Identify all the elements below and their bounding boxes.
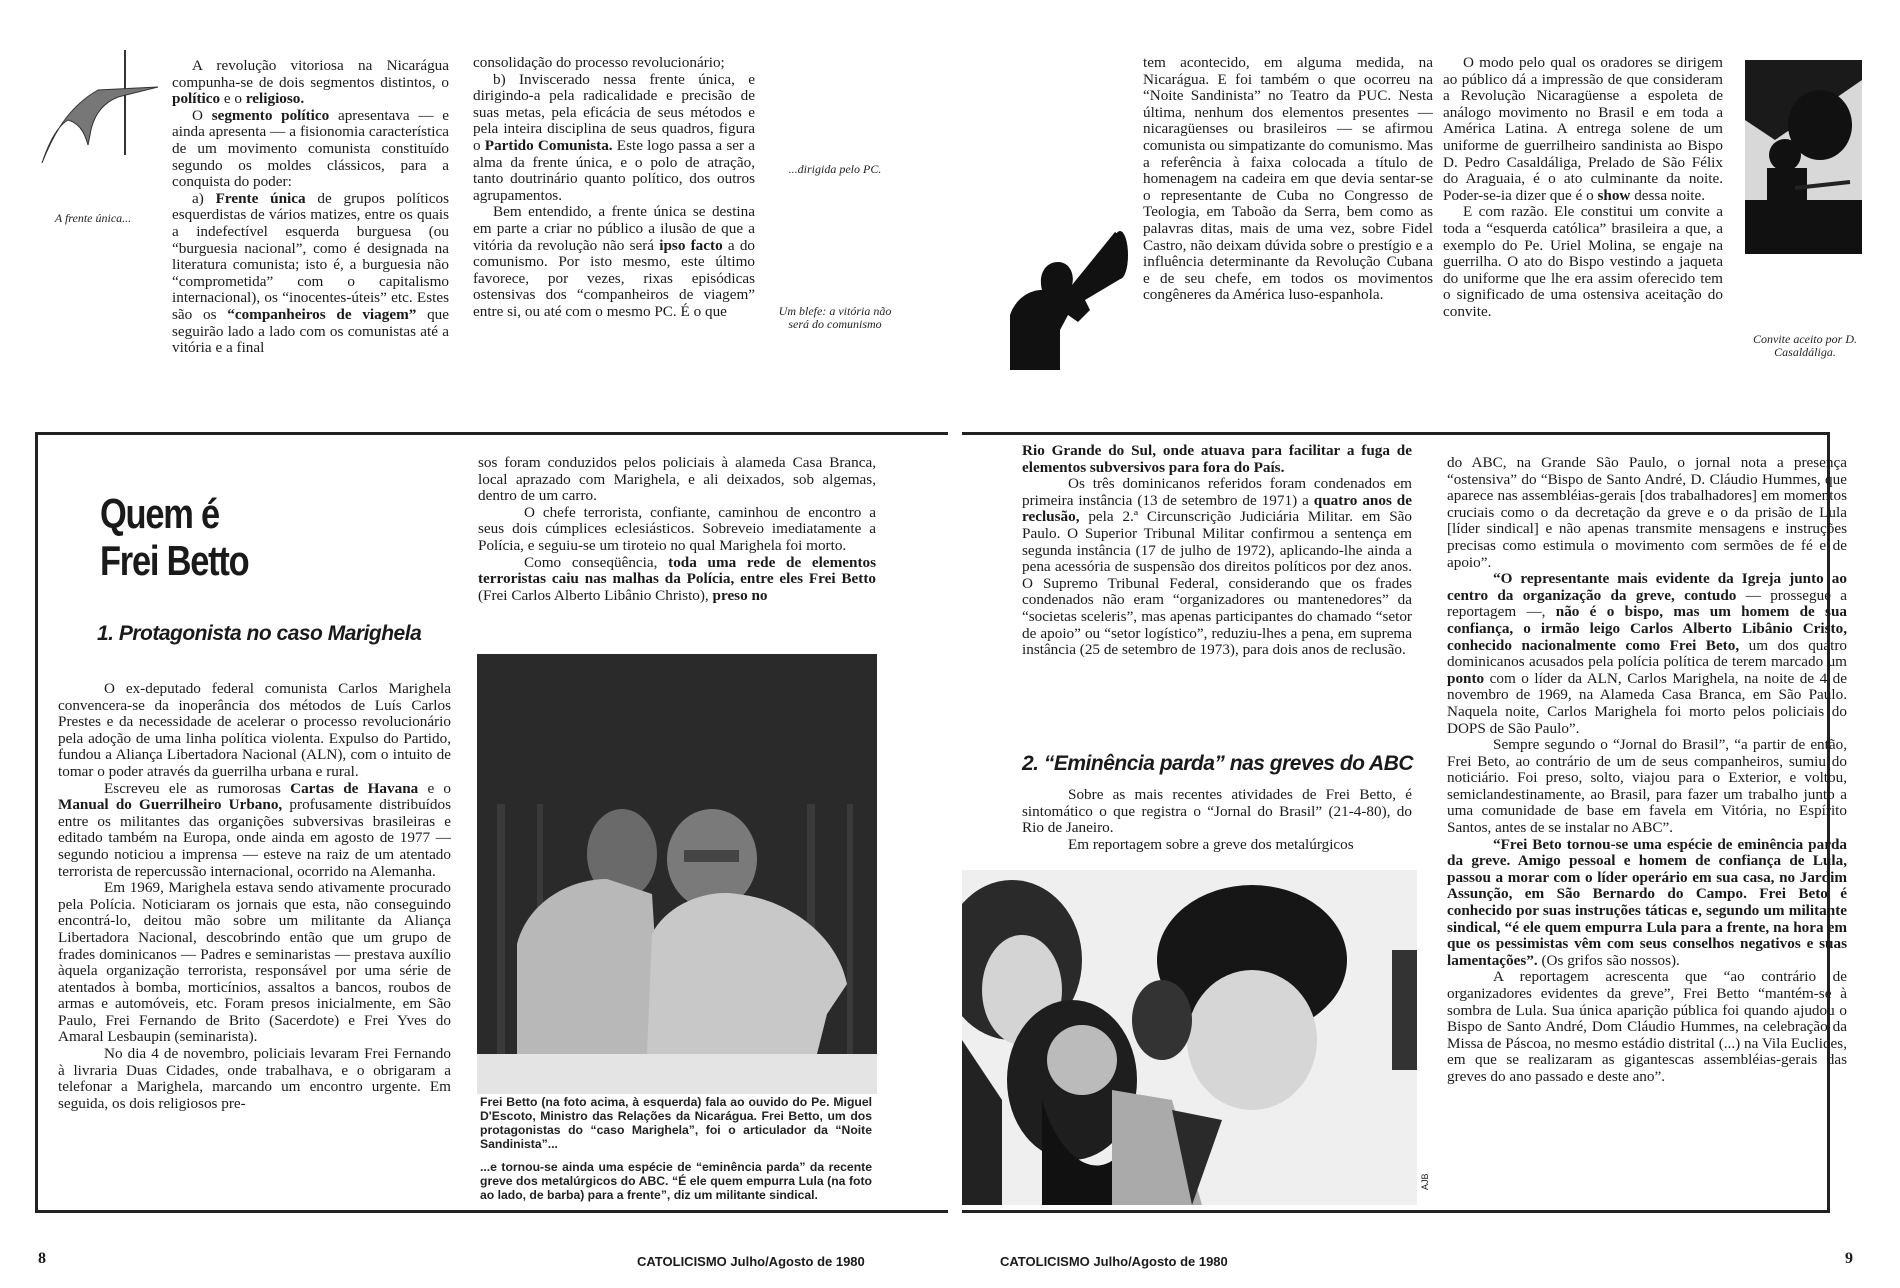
paragraph bbox=[1447, 969, 1847, 1085]
article-column-2 bbox=[473, 55, 755, 321]
text-run: Como conseqüência, bbox=[524, 553, 669, 571]
sidebar-caption: Convite aceito por D. Casaldáliga. bbox=[1753, 332, 1857, 359]
text-run: profusamente distribuídos entre os militantes das organições subversivas brasileiras e editado também na Europa, onde ainda em agosto de 1977 — segundo noticiou a imprensa — esteve na raiz de um atentado terrorista de repercussão internacional, ocorrido na Alemanha. bbox=[58, 796, 451, 880]
running-footer-right: CATOLICISMO Julho/Agosto de 1980 bbox=[1000, 1254, 1228, 1269]
photo-bishop-silhouette bbox=[1745, 60, 1862, 254]
text-run: Em 1969, Marighela estava sendo ativamente procurado pela Polícia. Noticiaram os jornais que esta, não conseguindo encontrá-lo, deitou mão sobre um militante da Aliança Libertadora Nacional, descobrindo então que um grupo de frades dominicanos — Padres e seminaristas — prestava auxílio àquela organização terrorista, responsável por uma série de atentados à bomba, morticínios, assaltos a bancos, roubos de armas e automóveis, etc. Foram presos inicialmente, em São Paulo, Frei Fernando de Brito (Sacerdote) e Frei Yves do Amaral Lesbaupin (seminarista). bbox=[58, 879, 451, 1046]
paragraph bbox=[172, 108, 449, 191]
bold-text: não é o bispo, mas um homem de sua confiança, o irmão leigo Carlos Alberto Libânio Cristo, conhecido nacionalmente como Frei Beto, bbox=[1447, 603, 1848, 654]
text-run: consolidação do processo revolucionário; bbox=[473, 54, 725, 71]
text-run: pela 2.ª Circunscrição Judiciária Militar. em São Paulo. O Superior Tribunal Militar confirmou a sentença em segunda instância (17 de julho de 1972), aplicando-lhe ainda a pena acessória de suspensão dos direitos políticos por dez anos. O Supremo Tribunal Federal, considerando que os frades condenados não eram “organizadores ou mantenedores” da “societas sceleris”, mas apenas participantes do chamado “setor de apoio” ou “setor logístico”, reduziu-lhes a pena, em suprema instância (25 de setembro de 1973), para dois anos de reclusão. bbox=[1022, 508, 1412, 659]
page-number-left: 8 bbox=[38, 1250, 46, 1267]
paragraph bbox=[172, 191, 449, 357]
text-run: — prossegue a reportagem —, bbox=[1447, 586, 1847, 621]
paragraph bbox=[58, 880, 451, 1046]
text-run: O bbox=[192, 106, 212, 124]
bold-text: Manual do Guerrilheiro Urbano, bbox=[58, 796, 283, 814]
text-run: No dia 4 de novembro, policiais levaram Frei Fernando à livraria Duas Cidades, onde trabalhava, e o obrigaram a telefonar a Marighela, marcando um encontro urgente. Em seguida, os dois religiosos pre- bbox=[58, 1045, 451, 1112]
text-run: um dos quatro dominicanos acusados pela polícia política de terem marcado um bbox=[1447, 636, 1847, 671]
running-footer-left: CATOLICISMO Julho/Agosto de 1980 bbox=[637, 1254, 865, 1269]
text-run: apresentava — e ainda apresenta — a fisionomia característica de um movimento comunista constituído segundo os moldes clássicos, para a conquista do poder: bbox=[172, 106, 449, 191]
text-run: dessa noite. bbox=[1630, 186, 1706, 204]
photo-credit: AJB bbox=[1420, 1173, 1430, 1190]
article-column-3 bbox=[1143, 55, 1433, 304]
page-number-right: 9 bbox=[1845, 1250, 1853, 1267]
bold-text: “O representante mais evidente da Igreja junto ao centro da organização da greve, contudo bbox=[1447, 570, 1847, 604]
paragraph bbox=[473, 72, 755, 205]
megaphone-silhouette-illustration bbox=[990, 230, 1135, 370]
paragraph bbox=[473, 204, 755, 320]
title-line: Frei Betto bbox=[100, 537, 249, 584]
paragraph bbox=[58, 681, 451, 781]
paragraph bbox=[473, 55, 755, 72]
text-run: Bem entendido, a frente única se destina em parte a criar no público a ilusão de que a vitória da revolução não será bbox=[473, 203, 755, 254]
text-run: a do comunismo. Por isto mesmo, este último favorece, por vezes, rixas episódicas ostensivas dos “companheiros de viagem” entre si, ou até com o mesmo PC. É o que bbox=[473, 236, 756, 320]
text-run: Sempre segundo o “Jornal do Brasil”, “a partir de então, Frei Beto, ao contrário de um de seus companheiros, sumiu do noticiário. Foi preso, solto, viajou para o Exterior, e voltou, semiclandestinamente, ao Brasil, para fazer um trabalho junto a uma comunidade de base em favela em Vitória, no Espírito Santos, antes de se instalar no ABC”. bbox=[1447, 736, 1847, 837]
bold-text: ipso facto bbox=[659, 236, 723, 254]
bold-text: “Frei Beto tornou-se uma espécie de eminência parda da greve. Amigo pessoal e homem de confiança de Lula, passou a morar com o líder operário em sua casa, no Jardim Assunção, em São Bernardo do Campo. Frei Beto é conhecido por suas instruções táticas e, segundo um militante sindical, “é ele quem empurra Lula para a frente, na hora em que os pessimistas vêm com seus conselhos negativos e suas lamentações”. bbox=[1447, 835, 1847, 969]
box-column-c bbox=[1022, 443, 1412, 659]
bold-text: “companheiros de viagem” bbox=[227, 305, 417, 323]
divider bbox=[35, 432, 945, 435]
text-run: Escreveu ele as rumorosas bbox=[104, 779, 291, 797]
text-run: A reportagem acrescenta que “ao contrário de organizadores evidentes da greve”, Frei Betto “mantém-se à sombra de Lula. Sua única aparição pública foi quando ajudou o Bispo de Santo André, Dom Cláudio Hummes, na celebração da Missa de Páscoa, no mesmo estádio distrital (...) na Vila Euclides, em que se realizaram as gigantescas assembléias-gerais das greves do ano passado e deste ano”. bbox=[1447, 968, 1847, 1085]
section-heading: 2. “Eminência parda” nas greves do ABC bbox=[1022, 752, 1414, 775]
bold-text: político bbox=[172, 90, 221, 108]
text-run: O modo pelo qual os oradores se dirigem ao público dá a impressão de que consideram a Revolução Nicaragüense a espoleta de análogo movimento no Brasil e em toda a América Latina. A entrega solene de um uniforme de guerrilheiro sandinista ao Bispo D. Pedro Casaldáliga, Prelado de São Félix do Araguaia, é o ato culminante da noite. Poder-se-ia dizer que é o bbox=[1443, 54, 1723, 204]
text-run: O chefe terrorista, confiante, caminhou de encontro a seus dois cúmplices eclesiásticos. Sobreveio imediatamente a Polícia, e seguiu-se um tiroteio no qual Marighela foi morto. bbox=[478, 503, 876, 554]
box-column-b bbox=[478, 455, 876, 604]
text-run: do ABC, na Grande São Paulo, o jornal nota a presença “ostensiva” do “Bispo de Santo André, D. Cláudio Hummes, que aparece nas assembléias-gerais [dos trabalhadores] em momentos cruciais como o da decretação da greve e o da prisão de Lula [líder sindical] e não apenas transmite mensagens e instruções precisas como estimula o movimento com sermões de fé e de apoio”. bbox=[1447, 454, 1847, 571]
paragraph bbox=[1443, 204, 1723, 320]
paragraph bbox=[1447, 737, 1847, 837]
box-column-c2 bbox=[1022, 787, 1412, 853]
title-line: Quem é bbox=[100, 490, 219, 537]
article-column-4 bbox=[1443, 55, 1723, 321]
box-column-d bbox=[1447, 455, 1847, 1086]
paragraph bbox=[478, 505, 876, 555]
paragraph bbox=[1022, 787, 1412, 837]
text-run: e o bbox=[220, 90, 246, 108]
text-run: tem acontecido, em alguma medida, na Nicarágua. E foi também o que ocorreu na “Noite Sandinista” no Teatro da PUC. Nesta última, nenhum dos elementos presentes — nicaragüenses ou brasileiros — se afirmou comunista ou simpatizante do comunismo. Mas a referência à faixa colocada a título de homenagem na cadeira em que devia sentar-se o representante de Cuba no Congresso de Teologia, em Taboão da Serra, bem como as palavras ditas, mais de uma vez, sobre Fidel Castro, não deixam dúvida sobre o prestígio e a influência determinante da Revolução Cubana e de seu chefe, em todos os movimentos congêneres da América luso-espanhola. bbox=[1143, 54, 1433, 304]
photo-lula-strike bbox=[962, 870, 1417, 1205]
text-run: Em reportagem sobre a greve dos metalúrgicos bbox=[1068, 835, 1354, 853]
bold-text: Frente única bbox=[215, 189, 306, 207]
paragraph bbox=[1022, 476, 1412, 659]
paragraph bbox=[58, 1046, 451, 1112]
paragraph bbox=[1022, 443, 1412, 476]
paragraph bbox=[1443, 55, 1723, 204]
text-run: com o líder da ALN, Carlos Marighela, na noite de 4 de novembro de 1969, na Alameda Casa Branca, em São Paulo. Naquela noite, Carlos Marighela foi morto pelos policiais do DOPS de São Paulo”. bbox=[1447, 669, 1847, 737]
bold-text: ponto bbox=[1447, 669, 1485, 687]
sidebar-caption: ...dirigida pelo PC. bbox=[788, 162, 882, 176]
text-run: que seguirão lado a lado com os comunistas até a vitória e a final bbox=[172, 305, 449, 357]
paragraph bbox=[478, 455, 876, 505]
cross-banner-illustration bbox=[28, 45, 163, 170]
article-column-1 bbox=[172, 58, 449, 357]
paragraph bbox=[1022, 837, 1412, 854]
sidebar-caption: Um blefe: a vitória não será do comunismo bbox=[778, 304, 892, 331]
sidebar-caption: A frente única... bbox=[54, 211, 132, 225]
text-run: O ex-deputado federal comunista Carlos Marighela convencera-se da inoperância dos métodos de Luís Carlos Prestes e da necessidade de acelerar o processo revolucionário pela adoção de uma linha política violenta. Expulso do Partido, fundou a Aliança Libertadora Nacional (ALN), com o intuito de tomar o poder através da guerrilha urbana e rural. bbox=[58, 680, 451, 780]
paragraph bbox=[1447, 571, 1847, 737]
photo-caption: ...e tornou-se ainda uma espécie de “eminência parda” da recente greve dos metalúrgicos do ABC. “É ele quem empurra Lula (na foto ao lado, de barba) para a frente”, diz um militante sindical. bbox=[480, 1160, 872, 1202]
text-run: b) Inviscerado nessa frente única, e dirigindo-a pela radicalidade e precisão de suas metas, pela eficácia de seus métodos e pela inteira disciplina de seus quadros, figura o bbox=[473, 70, 755, 154]
section-heading: 1. Protagonista no caso Marighela bbox=[97, 622, 422, 645]
paragraph bbox=[172, 58, 449, 108]
article-title bbox=[100, 490, 248, 584]
photo-frei-betto-descoto bbox=[477, 654, 877, 1094]
paragraph bbox=[1447, 455, 1847, 571]
text-run: Sobre as mais recentes atividades de Frei Betto, é sintomático o que registra o “Jornal do Brasil” (21-4-80), do Rio de Janeiro. bbox=[1022, 786, 1412, 837]
text-run: E com razão. Ele constitui um convite a toda a “esquerda católica” brasileira a que, a exemplo do Pe. Uriel Molina, se engaje na guerrilha. O ato do Bispo vestindo a jaqueta do uniforme que lhe era assim oferecido tem o significado de uma ostensiva aceitação do convite. bbox=[1443, 203, 1723, 320]
text-run: Os três dominicanos referidos foram condenados em primeira instância (13 de setembro de 1971) a bbox=[1022, 475, 1412, 509]
bold-text: religioso. bbox=[245, 90, 305, 108]
paragraph bbox=[1447, 837, 1847, 970]
paragraph bbox=[478, 555, 876, 605]
box-column-a bbox=[58, 681, 451, 1112]
bold-text: preso no bbox=[712, 586, 768, 604]
bold-text: Partido Comunista. bbox=[484, 136, 613, 154]
bold-text: toda uma rede de elementos terroristas caiu nas malhas da Polícia, entre eles Frei Betto bbox=[478, 553, 876, 588]
text-run: sos foram conduzidos pelos policiais à alameda Casa Branca, local aprazado com Marighela, e ali deixados, sob algemas, dentro de um carro. bbox=[478, 454, 876, 505]
photo-caption: Frei Betto (na foto acima, à esquerda) fala ao ouvido do Pe. Miguel D'Escoto, Ministro das Relações da Nicarágua. Frei Betto, um dos protagonistas do “caso Marighela”, foi o articulador da “Noite Sandinista”... bbox=[480, 1095, 872, 1151]
bold-text: show bbox=[1597, 186, 1631, 204]
paragraph bbox=[1143, 55, 1433, 304]
text-run: de grupos políticos esquerdistas de vários matizes, entre os quais a indefectível esquerda burguesa (ou “burguesia nacional”, como é designada na literatura comunista; isto é, a burguesia não “comprometida” com o capitalismo internacional), os “inocentes-úteis” etc. Estes são os bbox=[172, 189, 449, 323]
bold-text: Rio Grande do Sul, onde atuava para facilitar a fuga de elementos subversivos para fora do País. bbox=[1022, 442, 1412, 476]
text-run: e o bbox=[418, 779, 451, 797]
paragraph bbox=[58, 781, 451, 881]
bold-text: segmento político bbox=[211, 106, 330, 124]
text-run: (Os grifos são nossos). bbox=[1537, 951, 1680, 969]
bold-text: quatro anos de reclusão, bbox=[1022, 491, 1412, 526]
text-run: a) bbox=[192, 189, 216, 207]
text-run: (Frei Carlos Alberto Libânio Christo), bbox=[478, 586, 713, 604]
bold-text: Cartas de Havana bbox=[290, 779, 419, 797]
text-run: Este logo passa a ser a alma da frente única, e o polo de atração, tanto doutrinário quanto político, dos outros agrupamentos. bbox=[473, 136, 755, 204]
text-run: A revolução vitoriosa na Nicarágua compunha-se de dois segmentos distintos, o bbox=[172, 57, 449, 91]
